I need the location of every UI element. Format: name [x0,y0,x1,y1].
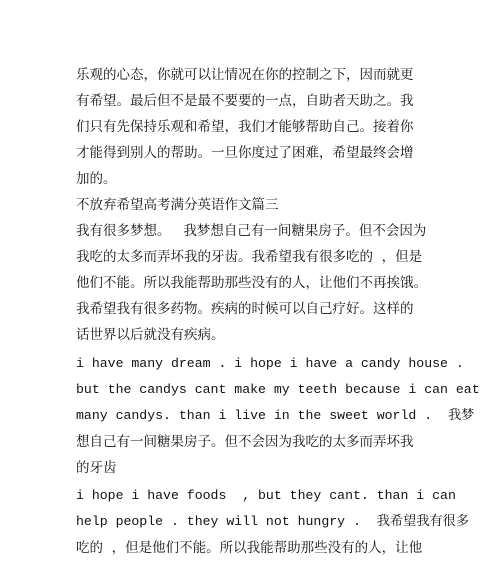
text-line-1: 乐观的心态，你就可以让情况在你的控制之下，因而就更 [76,67,414,83]
text-line-4: 才能得到别人的帮助。一旦你度过了困难，希望最终会增 [76,145,414,161]
text-line-13: but the candys cant make my teeth because i can eat [76,382,480,397]
text-line-19: 吃的 ，但是他们不能。所以我能帮助那些没有的人，让他 [76,540,423,556]
text-line-7: 我有很多梦想。 我梦想自己有一间糖果房子。但不会因为 [76,223,427,239]
text-line-5: 加的。 [76,171,117,187]
text-line-17: i hope i have foods , but they cant. than i can [76,488,456,503]
text-line-15: 想自己有一间糖果房子。但不会因为我吃的太多而弄坏我 [76,434,414,450]
text-line-12: i have many dream . i hope i have a candy house . [76,356,464,371]
text-line-10: 我希望我有很多药物。疾病的时候可以自己疗好。这样的 [76,301,414,317]
text-line-3: 们只有先保持乐观和希望，我们才能够帮助自己。接着你 [76,119,414,135]
text-line-14: many candys. than i live in the sweet world . 我梦 [76,408,475,423]
section-heading: 不放弃希望高考满分英语作文篇三 [76,197,279,213]
text-line-16: 的牙齿 [76,460,117,476]
text-line-9: 他们不能。所以我能帮助那些没有的人，让他们不再挨饿。 [76,275,427,291]
text-line-2: 有希望。最后但不是最不要要的一点，自助者天助之。我 [76,93,414,109]
text-line-8: 我吃的太多而弄坏我的牙齿。我希望我有很多吃的 ，但是 [76,249,423,265]
text-line-18: help people . they will not hungry . 我希望我有很多 [76,514,470,529]
text-line-11: 话世界以后就没有疾病。 [76,327,225,343]
